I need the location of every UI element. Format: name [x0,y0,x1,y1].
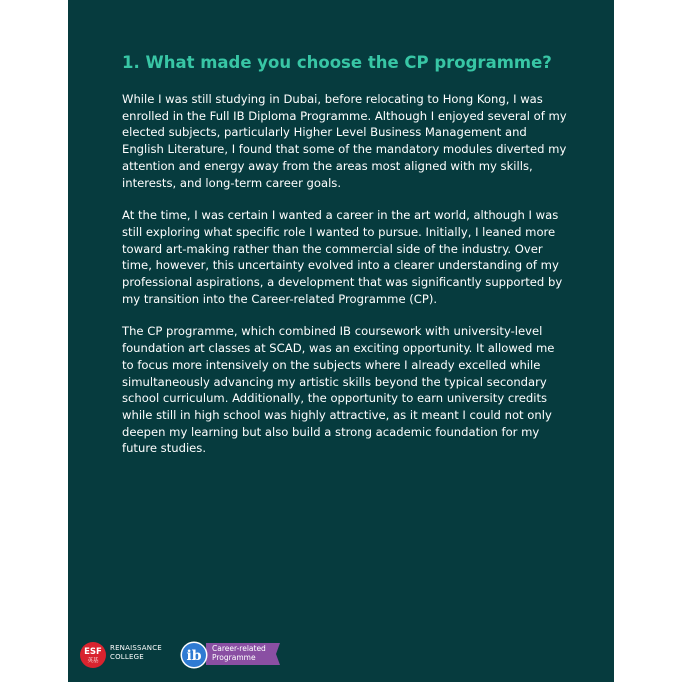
body-text [122,91,568,473]
ib-badge-text [212,644,266,662]
school-name [110,644,162,662]
document-page [68,0,614,682]
ib-badge-line2: Programme [212,653,256,662]
esf-logo-chinese: 英基 [87,658,99,664]
ib-badge-line1: Career-related [212,644,266,653]
esf-logo-label: ESF [84,647,102,657]
paragraph: The CP programme, which combined IB coursework with university-level foundation art classes at SCAD, was an exciting opportunity. It allowed me to focus more intensively on the subjects where I already excelled while simultaneously advancing my artistic skills beyond the typical secondary school curriculum. Additionally, the opportunity to earn university credits while still in high school was highly attractive, as it meant I could not only deepen my learning but also build a strong academic foundation for my future studies. [122,324,555,456]
paragraph: At the time, I was certain I wanted a career in the art world, although I was still exploring what specific role I wanted to pursue. Initially, I leaned more toward art-making rather than the commercial side of the industry. Over time, however, this uncertainty evolved into a clearer understanding of my professional aspirations, a development that was significantly supported by my transition into the Career-related Programme (CP). [122,208,563,306]
ib-logo-icon [180,641,208,669]
ib-logo-label: ib [186,648,202,664]
esf-logo-icon [80,642,106,668]
paragraph: While I was still studying in Dubai, before relocating to Hong Kong, I was enrolled in the Full IB Diploma Programme. Although I enjoyed several of my elected subjects, particularly Higher Level Business Management and English Literature, I found that some of the mandatory modules diverted my attention and energy away from the areas most aligned with my skills, interests, and long-term career goals. [122,92,567,190]
school-name-line1: RENAISSANCE [110,644,162,652]
section-heading: 1. What made you choose the CP programme? [122,53,552,72]
school-name-line2: COLLEGE [110,653,144,661]
footer-logos [80,640,380,670]
